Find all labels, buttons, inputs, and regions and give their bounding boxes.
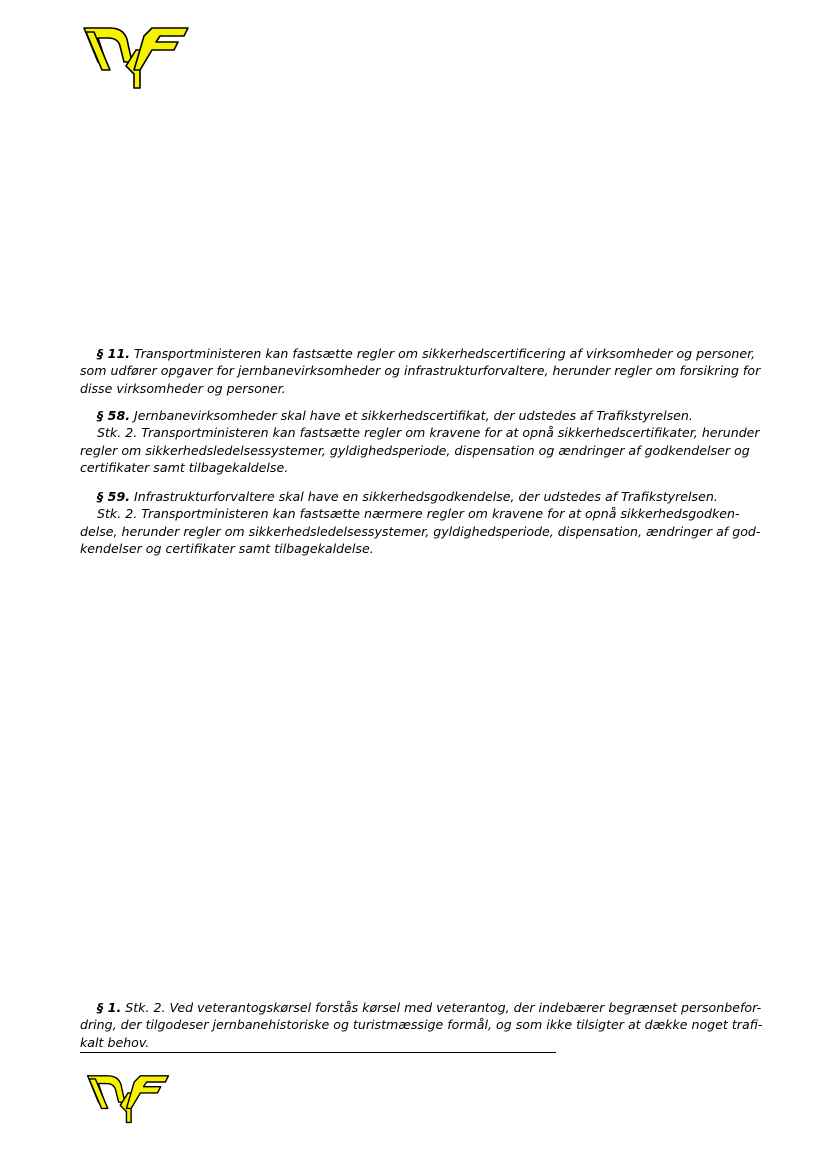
dvf-logo-icon [80, 18, 192, 90]
section-59 [80, 488, 761, 558]
section-59-line-1 [80, 488, 746, 505]
footnote-line-1 [80, 999, 762, 1016]
section-11-line-3: disse virksomheder og personer. [80, 380, 286, 396]
footnote-mark: § 1. [97, 1000, 122, 1015]
dvf-logo-bottom-graphic [84, 1068, 172, 1124]
section-58-line-3: regler om sikkerhedsledelsessystemer, gyldighedsperiode, dispensation og ændringer af godkendelser og [80, 442, 750, 458]
section-59-line-2: Stk. 2. Transportministeren kan fastsætte nærmere regler om kravene for at opnå sikkerhedsgodken- [97, 506, 740, 522]
section-58-line-2: Stk. 2. Transportministeren kan fastsætte regler om kravene for at opnå sikkerhedscertifikater, herunder [97, 425, 760, 441]
footnote-line-3: kalt behov. [80, 1034, 150, 1050]
section-59-mark: § 59. [97, 489, 130, 504]
section-11 [80, 345, 761, 397]
footnote-line-2: dring, der tilgodeser jernbanehistoriske og turistmæssige formål, og som ikke tilsigter at dække noget trafi- [80, 1017, 763, 1033]
section-11-line-2: som udfører opgaver for jernbanevirksomheder og infrastrukturforvaltere, herunder regler om forsikring for [80, 363, 761, 379]
footnote-divider [80, 1052, 556, 1053]
footnote-text-1: Stk. 2. Ved veterantogskørsel forstås kørsel med veterantog, der indebærer begrænset personbefor- [125, 1000, 762, 1015]
section-58-line-4: certifikater samt tilbagekaldelse. [80, 460, 289, 476]
section-58-line-1 [80, 407, 746, 424]
section-59-line-4: kendelser og certifikater samt tilbagekaldelse. [80, 541, 374, 557]
footnote [80, 999, 763, 1051]
section-59-text-1: Infrastrukturforvaltere skal have en sikkerhedsgodkendelse, der udstedes af Trafikstyrelsen. [134, 489, 718, 504]
dvf-logo-icon [84, 1068, 172, 1124]
dvf-logo-top-graphic [80, 18, 192, 90]
section-59-line-3: delse, herunder regler om sikkerhedsledelsessystemer, gyldighedsperiode, dispensation, ændringer af god- [80, 523, 761, 539]
section-11-text-1: Transportministeren kan fastsætte regler om sikkerhedscertificering af virksomheder og personer, [134, 346, 756, 361]
section-11-line-1 [80, 345, 756, 362]
section-11-mark: § 11. [97, 346, 130, 361]
section-58-text-1: Jernbanevirksomheder skal have et sikkerhedscertifikat, der udstedes af Trafikstyrelsen. [134, 408, 693, 423]
section-58-mark: § 58. [97, 408, 130, 423]
section-58 [80, 407, 760, 477]
